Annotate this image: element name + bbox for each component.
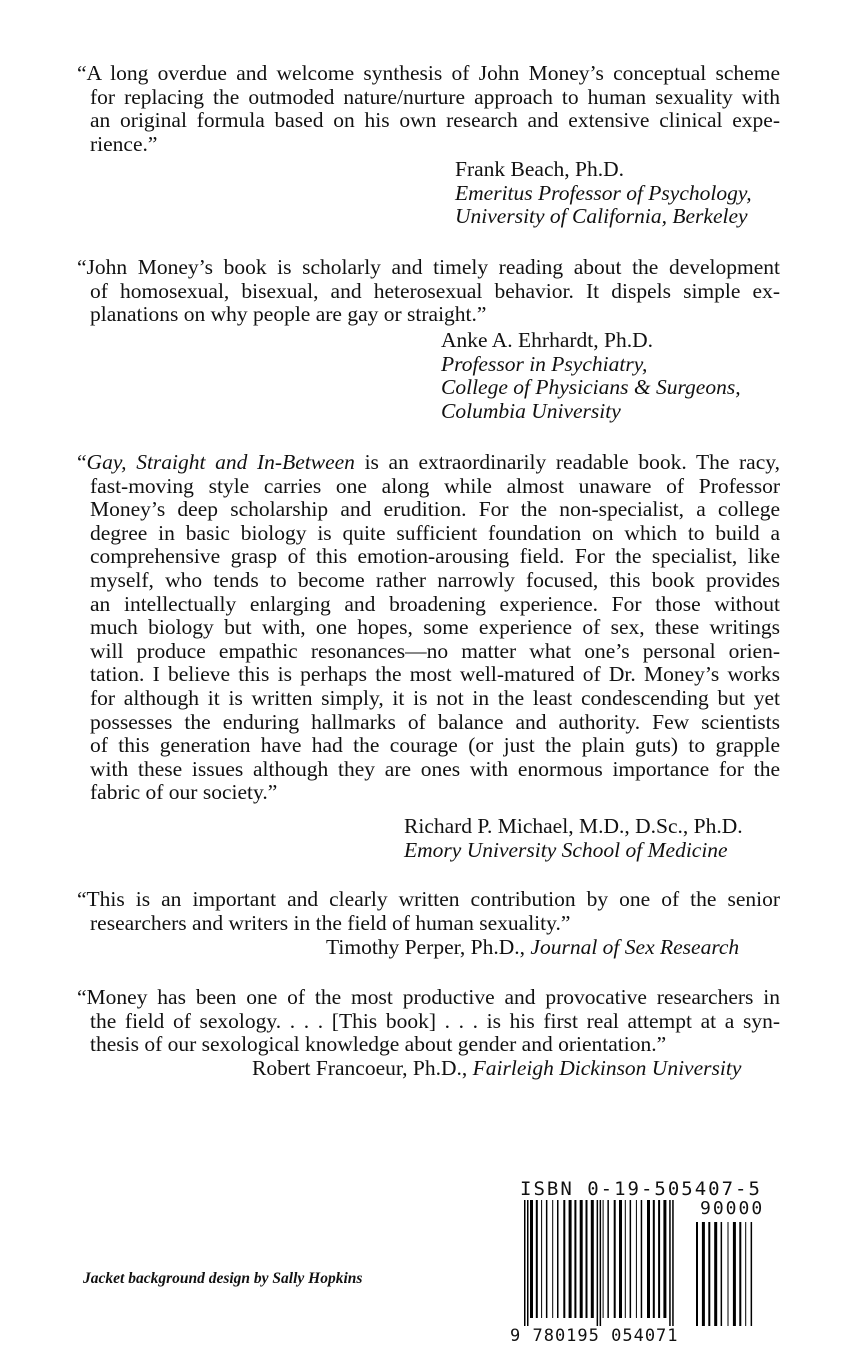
- quote-line: “Gay, Straight and In-Between is an extraordinarily readable book. The racy,: [77, 450, 780, 474]
- quote-1: [77, 61, 780, 156]
- attribution-title: Emeritus Professor of Psychology,: [455, 180, 752, 205]
- attribution-source: Fairleigh Dickinson University: [472, 1056, 742, 1080]
- barcode-bar: [530, 1200, 533, 1318]
- barcode-bar: [708, 1222, 710, 1326]
- quote-line: Money’s deep scholarship and erudition. For the non-specialist, a college: [90, 497, 780, 522]
- attribution-name: Richard P. Michael, M.D., D.Sc., Ph.D.: [404, 814, 743, 838]
- attribution-title: Professor in Psychiatry,: [441, 351, 648, 376]
- quote-line: the field of sexology. . . . [This book] . . . is his first real attempt at a syn-: [90, 1008, 780, 1033]
- quote-line: tation. I believe this is perhaps the most well-matured of Dr. Money’s works: [90, 662, 780, 687]
- barcode-bar: [663, 1200, 666, 1318]
- quote-line: will produce empathic resonances—no matter what one’s personal orien-: [90, 638, 780, 663]
- attribution-4: [326, 936, 739, 960]
- quote-line: researchers and writers in the field of human sexuality.”: [90, 910, 571, 935]
- barcode-bar: [619, 1200, 622, 1318]
- quote-line: fast-moving style carries one along while almost unaware of Professor: [90, 473, 780, 498]
- quote-line: much biology but with, one hopes, some experience of sex, these writings: [90, 615, 780, 640]
- attribution-name: Frank Beach, Ph.D.: [455, 157, 624, 181]
- jacket-credit: Jacket background design by Sally Hopkins: [83, 1270, 363, 1287]
- barcode-ean-digits: 9 780195 054071: [510, 1326, 679, 1346]
- barcode-bar: [546, 1200, 548, 1318]
- quote-line: possesses the enduring hallmarks of balance and authority. Few scientists: [90, 709, 780, 734]
- quote-line: an original formula based on his own research and extensive clinical expe-: [90, 108, 780, 133]
- quote-4: [77, 887, 780, 935]
- barcode-bar: [702, 1222, 705, 1326]
- attribution-affiliation: College of Physicians & Surgeons,: [441, 375, 741, 400]
- quote-line: for although it is written simply, it is not in the least condescending but yet: [90, 685, 780, 710]
- quote-line: an intellectually enlarging and broadening experience. For those without: [90, 591, 780, 616]
- barcode-bar: [569, 1200, 572, 1318]
- quote-line: thesis of our sexological knowledge about gender and orientation.”: [90, 1032, 667, 1057]
- barcode-bar: [586, 1200, 588, 1318]
- barcode-bar: [733, 1222, 736, 1326]
- quote-line: with these issues although they are ones with enormous importance for the: [90, 756, 780, 781]
- quote-line: for replacing the outmoded nature/nurture approach to human sexuality with: [90, 84, 780, 109]
- attribution-affiliation: University of California, Berkeley: [455, 204, 748, 229]
- barcode-bar: [625, 1200, 626, 1318]
- barcode-addon-number: 90000: [700, 1198, 765, 1219]
- quote-2: [77, 255, 780, 327]
- attribution-2: [441, 329, 741, 423]
- quote-line: fabric of our society.”: [90, 780, 278, 805]
- barcode-bar: [541, 1200, 542, 1318]
- attribution-source: Journal of Sex Research: [530, 935, 740, 959]
- quote-line: “Money has been one of the most productive and provocative researchers in: [77, 985, 780, 1009]
- barcode-bar: [647, 1200, 650, 1318]
- quote-5: [77, 985, 780, 1057]
- barcode-bar: [714, 1222, 717, 1326]
- quote-line-rest: is an extraordinarily readable book. The racy,: [354, 450, 780, 474]
- barcode-bars: [510, 1200, 768, 1328]
- quote-line: “This is an important and clearly written contribution by one of the senior: [77, 887, 780, 911]
- barcode-bar: [600, 1200, 602, 1326]
- attribution-affiliation: Columbia University: [441, 398, 621, 423]
- attribution-1: [455, 158, 752, 229]
- quote-line: “John Money’s book is scholarly and timely reading about the development: [77, 255, 780, 279]
- barcode-bar: [524, 1200, 526, 1326]
- quote-line: rience.”: [90, 131, 158, 156]
- barcode-bar: [552, 1200, 553, 1318]
- book-title: Gay, Straight and In-Between: [86, 450, 355, 474]
- attribution-5: [252, 1057, 741, 1081]
- quote-line: planations on why people are gay or straight.”: [90, 302, 487, 327]
- barcode-bar: [607, 1200, 609, 1318]
- attribution-3: [404, 815, 743, 862]
- barcode-bar: [603, 1200, 604, 1318]
- isbn-label: ISBN 0-19-505407-5: [520, 1178, 762, 1200]
- barcode-bar: [739, 1222, 741, 1326]
- quote-line: of homosexual, bisexual, and heterosexual behavior. It dispels simple ex-: [90, 278, 780, 303]
- barcode-bar: [597, 1200, 599, 1326]
- barcode-bar: [580, 1200, 583, 1318]
- barcode-bar: [745, 1222, 746, 1326]
- barcode-bar: [591, 1200, 594, 1318]
- barcode-bar: [669, 1200, 671, 1326]
- quote-line: comprehensive grasp of this emotion-arousing field. For the specialist, like: [90, 544, 780, 569]
- barcode-bar: [653, 1200, 655, 1318]
- attribution-name: Timothy Perper, Ph.D.,: [326, 935, 526, 959]
- attribution-name: Anke A. Ehrhardt, Ph.D.: [441, 328, 653, 352]
- barcode-bar: [574, 1200, 576, 1318]
- quote-line: “A long overdue and welcome synthesis of John Money’s conceptual scheme: [77, 61, 780, 85]
- quote-line: of this generation have had the courage (or just the plain guts) to grapple: [90, 733, 780, 758]
- barcode-bar: [557, 1200, 559, 1318]
- barcode-bar: [728, 1222, 729, 1326]
- barcode-bar: [527, 1200, 529, 1326]
- quote-line: myself, who tends to become rather narrowly focused, this book provides: [90, 567, 780, 592]
- quote-3: [77, 450, 780, 805]
- barcode-bar: [641, 1200, 643, 1318]
- barcode-bar: [636, 1200, 637, 1318]
- barcode-bar: [672, 1200, 674, 1326]
- barcode-bar: [751, 1222, 753, 1326]
- barcode-bar: [658, 1200, 660, 1318]
- barcode-bar: [630, 1200, 632, 1318]
- attribution-name: Robert Francoeur, Ph.D.,: [252, 1056, 468, 1080]
- barcode-bar: [696, 1222, 698, 1326]
- isbn-barcode: [510, 1178, 768, 1348]
- barcode-bar: [721, 1222, 723, 1326]
- attribution-affiliation: Emory University School of Medicine: [404, 837, 728, 862]
- quote-line: degree in basic biology is quite sufficient foundation on which to build a: [90, 520, 780, 545]
- barcode-bar: [614, 1200, 616, 1318]
- barcode-bar: [536, 1200, 538, 1318]
- barcode-bar: [563, 1200, 565, 1318]
